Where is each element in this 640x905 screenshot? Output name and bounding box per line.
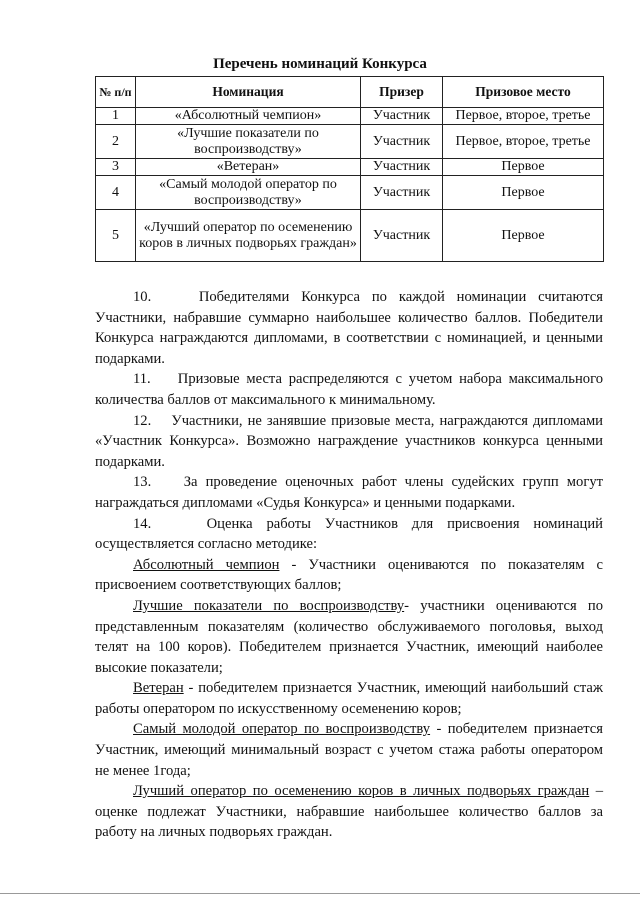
row-number: 4 xyxy=(96,176,136,210)
table-row xyxy=(96,176,604,210)
document-title: Перечень номинаций Конкурса xyxy=(213,56,427,72)
criterion-absolute-champion xyxy=(95,555,603,596)
criterion-best-reproduction xyxy=(95,596,603,678)
row-nomination: «Ветеран» xyxy=(136,159,361,176)
table-row xyxy=(96,108,604,125)
header-nomination: Номинация xyxy=(136,77,361,108)
row-nomination: «Лучший оператор по осеменению коров в личных подворьях граждан» xyxy=(136,210,361,262)
table-header-row xyxy=(96,77,604,108)
row-number: 3 xyxy=(96,159,136,176)
row-prizer: Участник xyxy=(361,159,443,176)
header-number: № п/п xyxy=(96,77,136,108)
criterion-text: - победителем признается Участник, имеющий наибольший стаж работы оператором по искусственному осеменению коров; xyxy=(95,680,603,717)
criterion-text: - победителем признается Участник, имеющий минимальный возраст с учетом стажа работы оператором не менее 1года; xyxy=(95,721,603,779)
row-prizer: Участник xyxy=(361,125,443,159)
row-number: 1 xyxy=(96,108,136,125)
row-nomination: «Абсолютный чемпион» xyxy=(136,108,361,125)
table-row xyxy=(96,210,604,262)
paragraph-11: 11. Призовые места распределяются с учетом набора максимального количества баллов от максимального к минимальному. xyxy=(95,371,603,408)
criterion-youngest-operator xyxy=(95,719,603,781)
header-place: Призовое место xyxy=(443,77,604,108)
criterion-term: Лучшие показатели по воспроизводству xyxy=(133,597,405,614)
paragraph-12: 12. Участники, не занявшие призовые места, награждаются дипломами «Участник Конкурса». Возможно награждение участников конкурса ценными подарками. xyxy=(95,412,603,470)
criterion-term: Ветеран xyxy=(133,680,184,697)
criterion-term: Абсолютный чемпион xyxy=(133,556,280,573)
paragraph-13: 13. За проведение оценочных работ члены судейских групп могут награждаться дипломами «Судья Конкурса» и ценными подарками. xyxy=(95,474,603,511)
nominations-table xyxy=(95,76,604,262)
page-bottom-divider xyxy=(0,893,640,894)
criterion-term: Лучший оператор по осеменению коров в личных подворьях граждан xyxy=(133,783,590,800)
row-nomination: «Самый молодой оператор по воспроизводству» xyxy=(136,176,361,210)
row-number: 2 xyxy=(96,125,136,159)
table-row xyxy=(96,125,604,159)
row-number: 5 xyxy=(96,210,136,262)
row-prizer: Участник xyxy=(361,176,443,210)
row-place: Первое xyxy=(443,210,604,262)
criterion-text: - участники оцениваются по представленным показателям (количество обслуживаемого поголовья, выход телят на 100 коров). Победителем признается Участник, имеющий наиболее высокие показатели; xyxy=(95,597,603,676)
criterion-veteran xyxy=(95,678,603,719)
paragraph-10: 10. Победителями Конкурса по каждой номинации считаются Участники, набравшие суммарно наибольшее количество баллов. Победители Конкурса награждаются дипломами, в соответствии с номинацией, и ценными подарками. xyxy=(95,289,603,367)
row-place: Первое xyxy=(443,176,604,210)
criterion-best-private-operator xyxy=(95,781,603,843)
document-body xyxy=(95,287,603,843)
criterion-term: Самый молодой оператор по воспроизводству xyxy=(133,721,431,738)
paragraph-14: 14. Оценка работы Участников для присвоения номинаций осуществляется согласно методике: xyxy=(95,515,603,553)
header-prizer: Призер xyxy=(361,77,443,108)
criterion-text: - Участники оцениваются по показателям с присвоением соответствующих баллов; xyxy=(95,556,603,594)
row-place: Первое, второе, третье xyxy=(443,108,604,125)
row-place: Первое, второе, третье xyxy=(443,125,604,159)
row-prizer: Участник xyxy=(361,210,443,262)
criterion-text: – оценке подлежат Участники, набравшие наибольшее количество баллов за работу на личных подворьях граждан. xyxy=(95,783,603,841)
row-prizer: Участник xyxy=(361,108,443,125)
table-row xyxy=(96,159,604,176)
row-nomination: «Лучшие показатели по воспроизводству» xyxy=(136,125,361,159)
row-place: Первое xyxy=(443,159,604,176)
